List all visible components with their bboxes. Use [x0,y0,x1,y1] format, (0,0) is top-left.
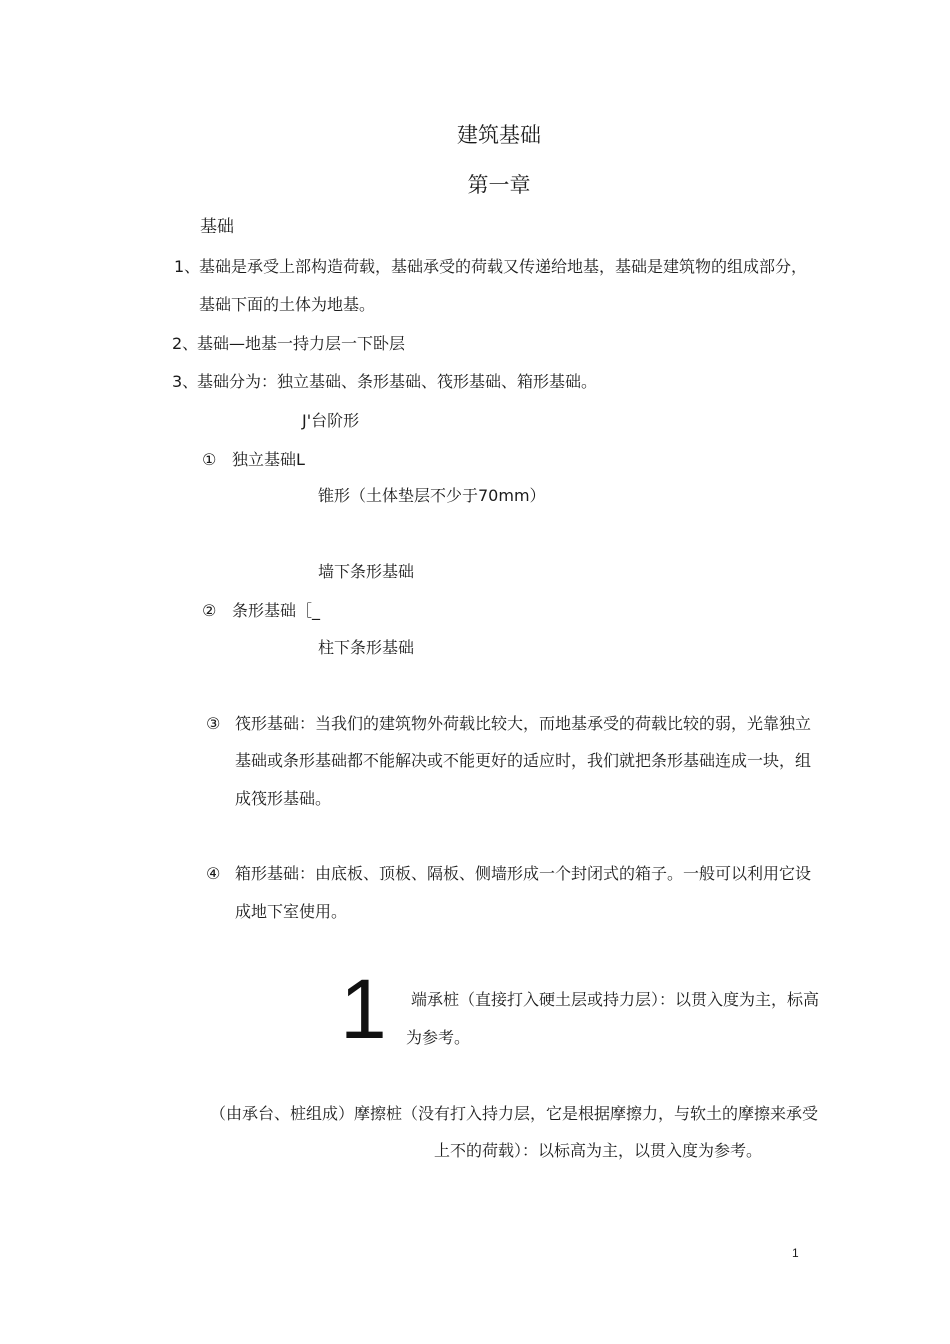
end-bearing-pile-text: 为参考。 [406,1028,471,1047]
strip-type-column: 柱下条形基础 [318,638,415,657]
raft-text: 筏形基础：当我们的建筑物外荷载比较大，而地基承受的荷载比较的弱，光靠独立 [235,714,812,733]
friction-pile-text: （由承台、桩组成）摩擦桩（没有打入持力层，它是根据摩擦力，与软土的摩擦来承受 [210,1104,819,1123]
list-item-text: 基础—地基一持力层一下卧层 [197,334,406,353]
document-title: 建筑基础 [457,123,541,147]
independent-type-conical: 锥形（土体垫层不少于70mm） [318,486,546,505]
end-bearing-pile-text: 端承桩（直接打入硬土层或持力层）：以贯入度为主，标高 [411,990,820,1009]
list-item-text: 基础是承受上部构造荷载，基础承受的荷载又传递给地基，基础是建筑物的组成部分， [199,257,808,276]
page-number: 1 [792,1246,799,1260]
chapter-heading: 第一章 [467,173,531,197]
list-item-number: 2、 [172,334,199,353]
section-heading: 基础 [200,217,234,237]
list-item-text: 基础下面的土体为地基。 [199,295,376,314]
box-text: 箱形基础：由底板、顶板、隔板、侧墙形成一个封闭式的箱子。一般可以利用它设 [235,864,812,883]
circled-number-4: ④ [206,864,221,883]
box-text: 成地下室使用。 [235,902,348,921]
list-item-text: 基础分为：独立基础、条形基础、筏形基础、箱形基础。 [197,372,598,391]
raft-text: 成筏形基础。 [235,789,332,808]
independent-foundation-label: 独立基础L [232,450,305,469]
circled-number-2: ② [202,601,217,620]
large-numeral: 1 [340,962,387,1056]
independent-type-stepped: J'台阶形 [302,411,360,430]
raft-text: 基础或条形基础都不能解决或不能更好的适应时，我们就把条形基础连成一块，组 [235,751,812,770]
strip-type-wall: 墙下条形基础 [318,562,415,581]
friction-pile-text: 上不的荷载）：以标高为主，以贯入度为参考。 [434,1141,763,1160]
circled-number-1: ① [202,450,217,469]
list-item-number: 3、 [172,372,199,391]
list-item-number: 1、 [174,257,201,276]
circled-number-3: ③ [206,714,221,733]
strip-foundation-label: 条形基础［_ [232,601,321,620]
